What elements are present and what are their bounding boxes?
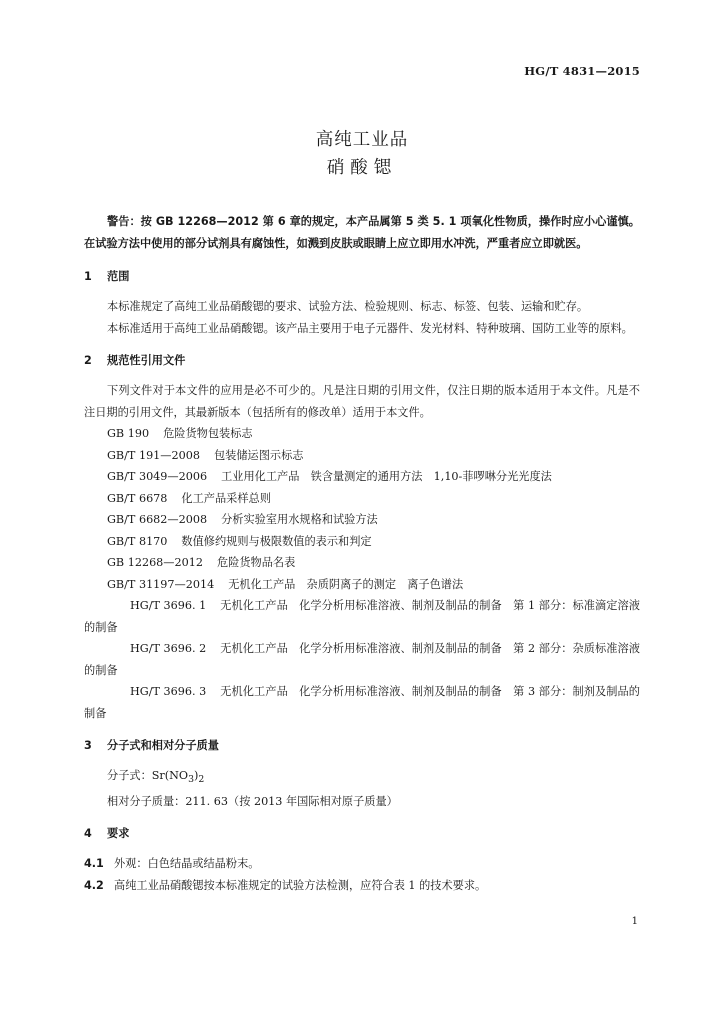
document-body <box>84 211 640 896</box>
references-intro: 下列文件对于本文件的应用是必不可少的。凡是注日期的引用文件，仅注日期的版本适用于本文件。凡是不注日期的引用文件，其最新版本（包括所有的修改单）适用于本文件。 <box>84 384 640 419</box>
reference-title: 化工产品采样总则 <box>181 491 271 505</box>
reference-code: HG/T 3696. 3 <box>130 685 207 698</box>
document-title <box>0 128 724 180</box>
reference-title: 无机化工产品 杂质阴离子的测定 离子色谱法 <box>228 577 464 591</box>
standard-code: HG/T 4831—2015 <box>524 64 640 78</box>
reference-item <box>84 423 640 445</box>
section-3-heading <box>84 736 640 756</box>
formula-close: ) <box>194 769 199 782</box>
clause-text: 外观：白色结晶或结晶粉末。 <box>114 857 260 871</box>
section-number: 3 <box>84 739 92 752</box>
reference-code: GB/T 6682—2008 <box>107 513 208 526</box>
reference-title: 包装储运图示标志 <box>213 448 304 462</box>
clause-item <box>84 875 640 897</box>
clause-text: 高纯工业品硝酸锶按本标准规定的试验方法检测，应符合表 1 的技术要求。 <box>114 878 487 892</box>
title-line-2: 硝酸锶 <box>326 158 398 178</box>
reference-title: 危险货物包装标志 <box>163 427 253 440</box>
reference-code: GB/T 191—2008 <box>107 448 200 462</box>
section-number: 2 <box>84 354 92 367</box>
reference-title: 工业用化工产品 铁含量测定的通用方法 1,10-菲啰啉分光光度法 <box>221 470 552 483</box>
section-4-heading <box>84 824 640 844</box>
section-number: 4 <box>84 827 92 841</box>
reference-item <box>84 531 640 553</box>
section-title: 范围 <box>107 270 130 283</box>
reference-title: 无机化工产品 化学分析用标准溶液、制剂及制品的制备 第 3 部分：制剂及制品的制备 <box>84 685 640 720</box>
reference-code: GB/T 8170 <box>107 534 168 548</box>
molecular-formula <box>84 765 640 791</box>
clause-item <box>84 853 640 875</box>
formula-subscript: 3 <box>188 774 195 786</box>
clause-number: 4.1 <box>84 857 104 871</box>
reference-item <box>84 638 640 681</box>
section-1-heading <box>84 267 640 287</box>
section-title: 规范性引用文件 <box>107 354 186 367</box>
reference-code: GB 12268—2012 <box>107 556 203 569</box>
reference-title: 分析实验室用水规格和试验方法 <box>221 513 378 526</box>
reference-item <box>84 488 640 510</box>
reference-title: 无机化工产品 化学分析用标准溶液、制剂及制品的制备 第 2 部分：杂质标准溶液的制备 <box>84 642 640 677</box>
reference-code: HG/T 3696. 2 <box>130 642 207 655</box>
formula-label: 分子式：Sr(NO <box>107 769 189 782</box>
title-line-1: 高纯工业品 <box>315 130 409 150</box>
reference-title: 危险货物品名表 <box>216 556 296 569</box>
formula-subscript-2: 2 <box>198 774 205 786</box>
reference-code: GB 190 <box>107 427 150 440</box>
section-title: 要求 <box>107 827 130 841</box>
reference-item <box>84 681 640 724</box>
reference-item <box>84 574 640 596</box>
reference-code: GB/T 6678 <box>107 491 168 505</box>
page-number: 1 <box>631 916 638 927</box>
scope-paragraph-2: 本标准适用于高纯工业品硝酸锶。该产品主要用于电子元器件、发光材料、特种玻璃、国防工业等的原料。 <box>107 321 633 335</box>
reference-item <box>84 552 640 574</box>
reference-item <box>84 445 640 467</box>
warning-paragraph: 警告：按 GB 12268—2012 第 6 章的规定，本产品属第 5 类 5. 1 项氧化性物质，操作时应小心谨慎。在试验方法中使用的部分试剂具有腐蚀性，如溅到皮肤或眼睛上应立即用水冲洗，严重者应立即就医。 <box>84 215 640 250</box>
section-title: 分子式和相对分子质量 <box>107 739 219 752</box>
clause-number: 4.2 <box>84 878 104 892</box>
section-number: 1 <box>84 270 92 283</box>
scope-paragraph-1: 本标准规定了高纯工业品硝酸锶的要求、试验方法、检验规则、标志、标签、包装、运输和贮存。 <box>107 300 589 313</box>
reference-item <box>84 509 640 531</box>
reference-code: HG/T 3696. 1 <box>130 599 207 612</box>
molecular-mass: 相对分子质量：211. 63（按 2013 年国际相对原子质量） <box>107 794 398 808</box>
reference-code: GB/T 3049—2006 <box>107 470 208 483</box>
reference-title: 无机化工产品 化学分析用标准溶液、制剂及制品的制备 第 1 部分：标准滴定溶液的制备 <box>84 599 640 634</box>
section-2-heading <box>84 351 640 371</box>
reference-item <box>84 466 640 488</box>
reference-title: 数值修约规则与极限数值的表示和判定 <box>181 534 372 548</box>
reference-code: GB/T 31197—2014 <box>107 577 215 591</box>
reference-item <box>84 595 640 638</box>
